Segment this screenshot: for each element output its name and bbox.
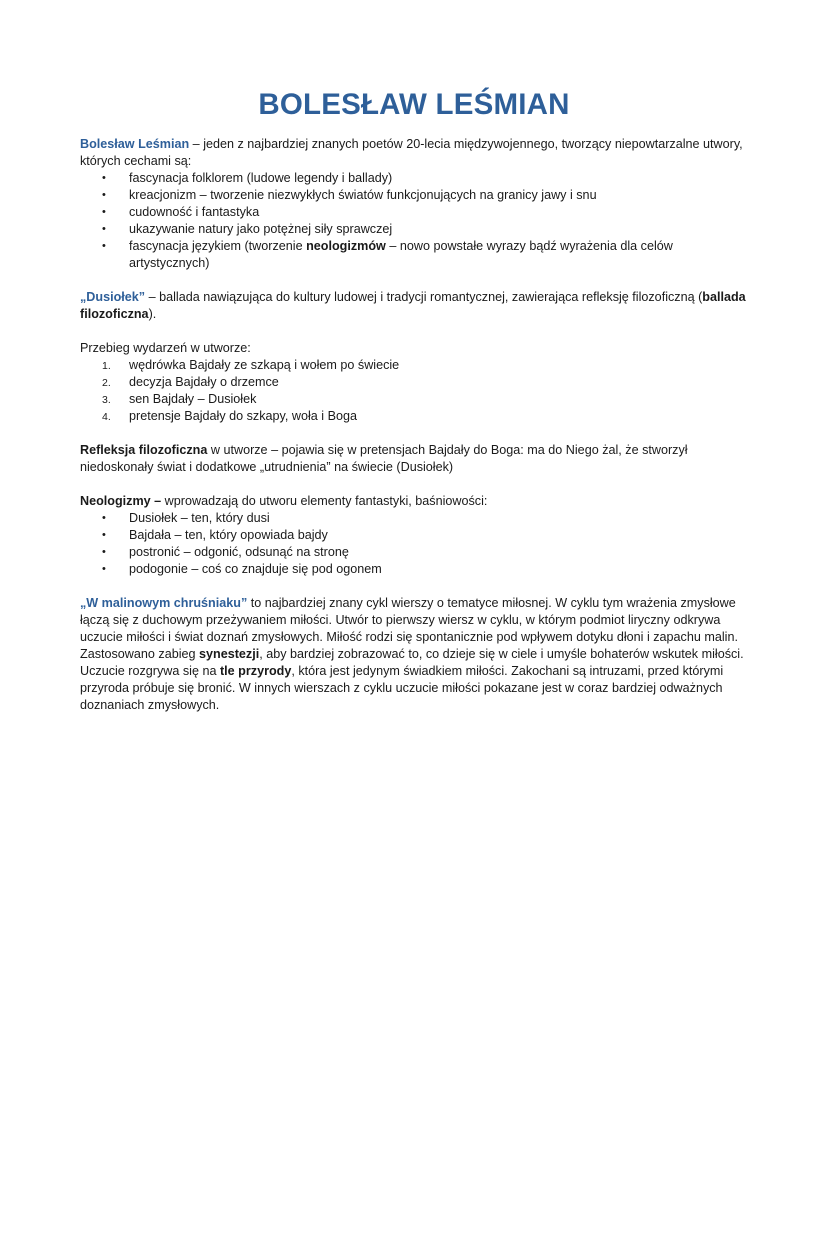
malinowy-title: „W malinowym chruśniaku” <box>80 596 248 610</box>
reflection-text: w utworze – pojawia się w pretensjach Bajdały do Boga: ma do Niego żal, że stworzył niedoskonały świat i dodatkowe „utrudnienia” na świecie (Dusiołek) <box>80 443 688 474</box>
list-item: • postronić – odgonić, odsunąć na stronę <box>80 544 748 561</box>
list-item-text: pretensje Bajdały do szkapy, woła i Boga <box>129 409 357 423</box>
neologisms-heading: Neologizmy – <box>80 494 162 508</box>
malinowy-text: to najbardziej znany cykl wierszy o tematyce miłosnej. W cyklu tym wrażenia zmysłowe łączą się z duchowym przeżywaniem miłości. Utwór to pierwszy wiersz w cyklu, w którym podmiot liryczny odkrywa uczucie miłości i świat doznań zmysłowych. Miłość rodzi się spontanicznie pod wpływem dotyku dłoni i zapachu malin. Zastosowano zabieg <box>80 596 738 661</box>
neologisms-text: wprowadzają do utworu elementy fantastyki, baśniowości: <box>161 494 488 508</box>
list-item-text: decyzja Bajdały o drzemce <box>129 375 279 389</box>
przyroda-term: tle przyrody <box>219 664 292 678</box>
intro-paragraph <box>80 136 748 170</box>
list-item: • ukazywanie natury jako potężnej siły sprawczej <box>80 221 748 238</box>
synestezja-term: synestezji <box>199 647 260 661</box>
page-title: BOLESŁAW LEŚMIAN <box>258 88 570 121</box>
dusiolek-title: „Dusiołek” <box>80 290 146 304</box>
dusiolek-term: ballada filozoficzna <box>80 290 746 321</box>
malinowy-paragraph <box>80 595 748 714</box>
list-number: 4. <box>102 411 111 423</box>
document-page <box>0 88 828 1259</box>
list-item: • fascynacja folklorem (ludowe legendy i ballady) <box>80 170 748 187</box>
list-item <box>80 391 748 408</box>
list-item: • Dusiołek – ten, który dusi <box>80 510 748 527</box>
events-heading: Przebieg wydarzeń w utworze: <box>80 341 251 355</box>
list-item: • podogonie – coś co znajduje się pod ogonem <box>80 561 748 578</box>
list-item-text: fascynacja językiem (tworzenie <box>129 239 307 253</box>
author-name: Bolesław Leśmian <box>80 137 190 151</box>
malinowy-text: , aby bardziej zobrazować to, co dzieje się w ciele i umyśle bohaterów wskutek miłości. Uczucie rozgrywa się na <box>80 647 744 678</box>
dusiolek-end: ). <box>148 307 157 321</box>
intro-text: – jeden z najbardziej znanych poetów 20-lecia międzywojennego, tworzący niepowtarzalne utwory, których cechami są: <box>80 137 743 168</box>
list-item: • Bajdała – ten, który opowiada bajdy <box>80 527 748 544</box>
dusiolek-text: – ballada nawiązująca do kultury ludowej i tradycji romantycznej, zawierająca refleksję filozoficzną ( <box>145 290 703 304</box>
list-item <box>80 357 748 374</box>
list-item-text: wędrówka Bajdały ze szkapą i wołem po świecie <box>129 358 400 372</box>
neologisms-term: neologizmów <box>306 239 386 253</box>
list-item-text: sen Bajdały – Dusiołek <box>129 392 257 406</box>
list-number: 2. <box>102 377 111 389</box>
reflection-term: Refleksja filozoficzna <box>80 443 208 457</box>
list-item <box>80 238 748 272</box>
neologisms-list <box>80 510 748 578</box>
reflection-paragraph <box>80 442 748 476</box>
dusiolek-paragraph <box>80 289 748 323</box>
malinowy-text: , która jest jedynym świadkiem miłości. Zakochani są intruzami, przed którymi przyroda próbuje się bronić. W innych wierszach z cyklu uczucie miłości pokazane jest w coraz bardziej odważnych doznaniach zmysłowych. <box>80 664 724 712</box>
features-list <box>80 170 748 272</box>
list-item-text: – nowo powstałe wyrazy bądź wyrażenia dla celów artystycznych) <box>129 239 673 270</box>
list-item <box>80 408 748 425</box>
list-number: 3. <box>102 394 111 406</box>
list-item: • cudowność i fantastyka <box>80 204 748 221</box>
list-item: • kreacjonizm – tworzenie niezwykłych światów funkcjonujących na granicy jawy i snu <box>80 187 748 204</box>
neologisms-paragraph <box>80 493 748 510</box>
list-number: 1. <box>102 360 111 372</box>
list-item <box>80 374 748 391</box>
events-list <box>80 357 748 425</box>
